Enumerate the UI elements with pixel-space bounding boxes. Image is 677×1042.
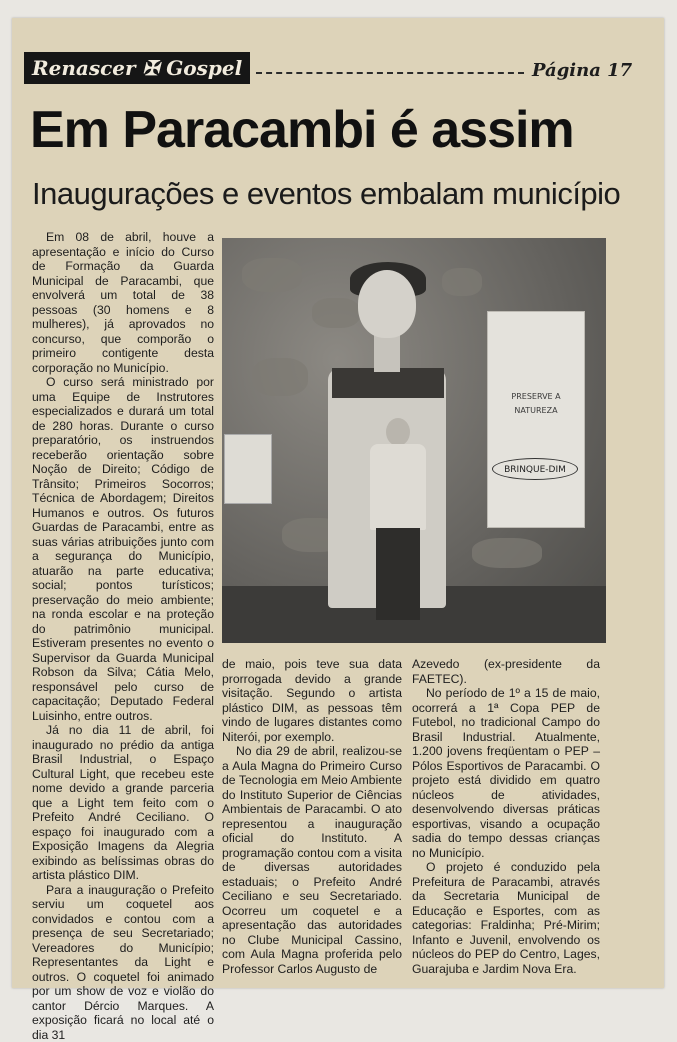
- giant-puppet-collar: [332, 368, 444, 398]
- article-column-3: [412, 657, 600, 977]
- giant-puppet-head: [358, 270, 416, 338]
- article-column-1: [32, 230, 214, 970]
- section-banner: Renascer ✠ Gospel: [24, 52, 250, 84]
- paragraph: O projeto é conduzido pela Prefeitura de Paracambi, através da Secretaria Municipal de Educação e Esportes, com as categorias: Fraldinha; Pré-Mirim; Infanto e Juvenil, envolvendo os núcleos do PEP do Centro, Lages, Guarajuba e Jardim Nova Era.: [412, 860, 600, 976]
- header-dashed-rule: [256, 72, 524, 74]
- stone: [312, 298, 360, 328]
- article-column-2: [222, 657, 402, 977]
- paragraph: No período de 1º a 15 de maio, ocorrerá a 1ª Copa PEP de Futebol, no tradicional Campo do Brasil Industrial. Atualmente, 1.200 jovens freqüentam o PEP – Pólos Esportivos de Paracambi. O projeto está dividido em quatro núcleos de atividades, desenvolvendo diversas práticas esportivas, visando a ocupação sadia do tempo dessas crianças no Município.: [412, 686, 600, 860]
- stone: [442, 268, 482, 296]
- paragraph: Para a inauguração o Prefeito serviu um coquetel aos convidados e contou com a presença de seu Secretariado; Vereadores do Município; Representantes da Light e outros. O coquetel foi animado por um show de voz e violão do cantor Dércio Marques. A exposição ficará no local até o dia 31: [32, 883, 214, 1042]
- poster-text: PRESERVE A NATUREZA: [496, 390, 576, 418]
- person-head: [386, 418, 410, 446]
- page-number: Página 17: [532, 60, 632, 81]
- article-subheadline: Inaugurações e eventos embalam município: [32, 176, 652, 212]
- paragraph: Em 08 de abril, houve a apresentação e início do Curso de Formação da Guarda Municipal de Paracambi, que envolverá um total de 38 pessoas (30 homens e 8 mulheres), já aprovados no concurso, que comporão o primeiro contigente desta corporação no Município.: [32, 230, 214, 375]
- paragraph: No dia 29 de abril, realizou-se a Aula Magna do Primeiro Curso de Tecnologia em Meio Ambiente do Instituto Superior de Ciências Ambientais de Paracambi. O ato representou a inauguração oficial do Instituto. A programação contou com a visita de diversas autoridades estaduais; o Prefeito André Ceciliano e seu Secretariado. Ocorreu um coquetel e a apresentação das autoridades no Clube Municipal Cassino, com Aula Magna proferida pelo Professor Carlos Augusto de: [222, 744, 402, 976]
- paragraph: O curso será ministrado por uma Equipe de Instrutores especializados e durará um total de 280 horas. Durante o curso preparatório, os instruendos receberão orientação sobre Noção de Direito; Código de Trânsito; Primeiros Socorros; Técnica de Abordagem; Direitos Humanos e outros. Os futuros Guardas de Paracambi, entre as suas várias atribuições junto com a segurança do Município, atuarão na parte educativa; social; pontos turísticos; preservação do meio ambiente; na ronda escolar e na proteção do patrimônio municipal. Estiveram presentes no evento o Supervisor da Guarda Municipal Robson da Silva; Cátia Melo, responsável pelo curso de capacitação; Deputado Federal Luisinho, entre outros.: [32, 375, 214, 723]
- person-trousers: [376, 528, 420, 620]
- poster-logo: BRINQUE-DIM: [492, 458, 578, 480]
- article-headline: Em Paracambi é assim: [30, 100, 650, 160]
- stone: [252, 358, 308, 396]
- article-photo: [222, 238, 606, 643]
- stone: [242, 258, 302, 292]
- paragraph: de maio, pois teve sua data prorrogada devido a grande visitação. Segundo o artista plástico DIM, as pessoas têm vindo de lugares distantes como Niterói, por exemplo.: [222, 657, 402, 744]
- person-shirt: [370, 444, 426, 530]
- stone: [472, 538, 542, 568]
- paragraph: Já no dia 11 de abril, foi inaugurado no prédio da antiga Brasil Industrial, o Espaço Cultural Light, que recebeu este nome devido a grande parceria que a Light tem feito com o Prefeito André Ceciliano. O espaço foi inaugurado com a Exposição Imagens da Alegria exibindo as belíssimas obras do artista plástico DIM.: [32, 723, 214, 883]
- paragraph: Azevedo (ex-presidente da FAETEC).: [412, 657, 600, 686]
- framed-picture: [224, 434, 272, 504]
- wall-poster: [487, 311, 585, 528]
